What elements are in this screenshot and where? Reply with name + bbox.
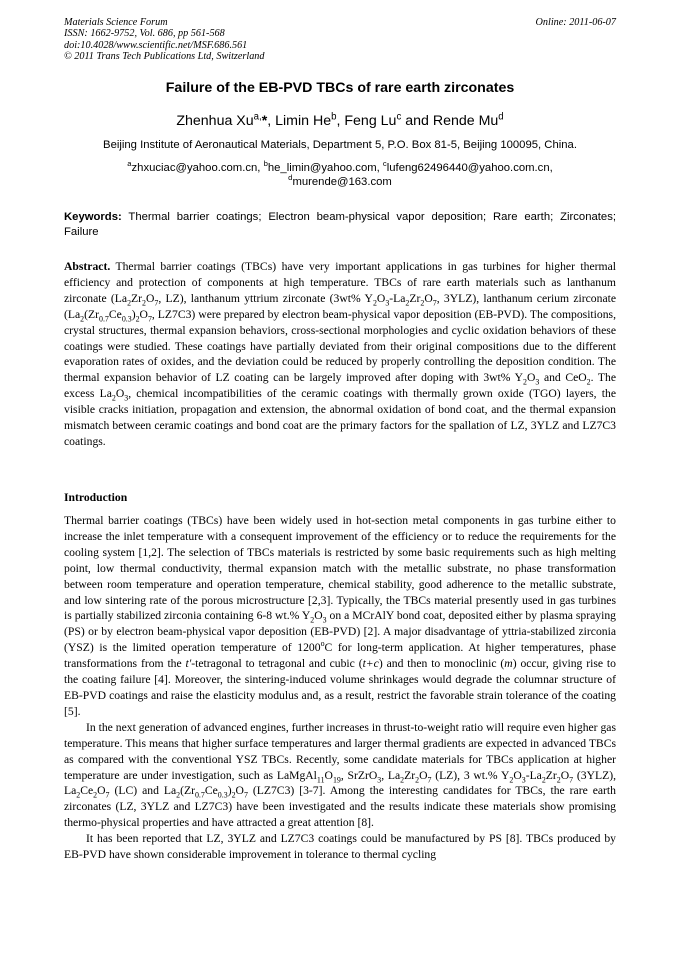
keywords-label: Keywords: [64,211,122,223]
journal-issn: ISSN: 1662-9752, Vol. 686, pp 561-568 [64,28,225,40]
paper-title: Failure of the EB-PVD TBCs of rare earth zirconates [165,80,515,96]
keywords: Keywords: Thermal barrier coatings; Electron beam-physical vapor deposition; Rare earth; Zirconates; Failure [64,211,616,238]
abstract: Abstract. Thermal barrier coatings (TBCs) have very important applications in gas turbines for higher thermal efficiency and protection of components at high temperature. TBCs of rare earth materials such as lanthanum zirconate ($La_2Zr_2O_7$, LZ), lanthanum yttrium zirconate (3wt% $Y_2O_3-La_2Zr_2O_7$, 3YLZ), lanthanum cerium zirconate ($La_2(Zr_{0.7}Ce_{0.3})_2O_7$, LZ7C3) were prepared by electron beam-physical vapor deposition (EB-PVD). The compositions, crystal structures, thermal expansion behaviors, cross-sectional morphologies and cyclic oxidation behaviors of these coatings were studied. These coatings have partially deviated from their original compositions due to the different evaporation rates of oxides, and the deviation could be reduced by properly controlling the deposition condition. The thermal expansion behavior of LZ coating can be largely improved after doping with 3wt% $Y_2O_3$ and CeO$_2$. The excess $La_2O_3$, chemical incompatibilities of the ceramic coatings with thermally grown oxide (TGO) layers, the visible cracks initiation, propagation and extension, the abnormal oxidation of bond coat, and the thermal expansion mismatch between ceramic coatings and bond coat are the primary factors for the spallation of LZ, 3YLZ and LZ7C3 coatings. [64,260,617,448]
paragraph-2: In the next generation of advanced engines, further increases in thrust-to-weight ratio will require even higher gas temperature. This means that higher surface temperatures and larger thermal gradients are expected in advanced TBCs as compared with the conventional YSZ TBCs. Recently, some candidate materials for TBCs application at higher temperature are under investigation, such as $LaMgAl_{11}O_{19}$, SrZrO$_3$, $La_2Zr_2O_7$ (LZ), 3 wt.% $Y_2O_3-La_2Zr_2O_7$ (3YLZ), $La_2Ce_2O_7$ (LC) and $La_2(Zr_{0.7}Ce_{0.3})_2O_7$ (LZ7C3) [3-7]. Among the interesting candidates for TBCs, the rare earth zirconates (LZ, 3YLZ and LZ7C3) have been investigated and the results indicate these materials show promising thermo-physical properties and have attracted a great attention [8]. [64,720,616,830]
journal-copyright: © 2011 Trans Tech Publications Ltd, Switzerland [64,51,265,63]
author-list: Zhenhua $Xu^{a,}*$, Limin He$^b$, Feng Lu$^c$ and Rende Mu$^d$ [176,111,504,129]
paragraph-3: It has been reported that LZ, 3YLZ and LZ7C3 coatings could be manufactured by PS [8]. TBCs produced by EB-PVD have shown considerable improvement in tolerance to thermal cycling [64,832,616,862]
section-heading-introduction: Introduction [64,491,128,504]
affiliation: Beijing Institute of Aeronautical Materials, Department 5, P.O. Box 81-5, Beijing 100095, China. [103,139,577,151]
journal-header [64,17,616,63]
online-date: Online: 2011-06-07 [535,17,616,28]
journal-doi: doi:10.4028/www.scientific.net/MSF.686.561 [64,39,248,51]
abstract-label: Abstract. [64,260,111,273]
introduction-body [64,513,616,863]
paragraph-1: Thermal barrier coatings (TBCs) have been widely used in hot-section metal components in gas turbine either to increase the inlet temperature with a consequent improvement of the efficiency or to reduce the requirements for the cooling system [1,2]. The selection of TBCs materials is restricted by some basic requirements such as high melting point, low thermal conductivity, thermal expansion match with the metallic substrate, no phase transformation between room temperature and operation temperature, chemical stability, good adherence to the metallic substrate, and low sintering rate of the porous microstructure [2,3]. Typically, the TBCs material presently used in gas turbines is partially stabilized zirconia containing 6-8 wt.% $Y_2O_3$ on a MCrAlY bond coat, deposited either by plasma spraying (PS) or by electron beam-physical vapor deposition (EB-PVD) [2]. A major disadvantage of yttria-stabilized zirconia (YSZ) is the limited operation temperature of 1200$^o$C for long-term application. At higher temperatures, phase transformations from the t'-tetragonal to tetragonal and cubic (t+c) and then to monoclinic (m) occur, giving rise to the coating failure [4]. Moreover, the sintering-induced volume shrinkages would degrade the columnar structure of EB-PVD coatings and raise the elasticity modulus and, as a result, restrict the favorable strain tolerance of the coating [5]. [64,514,616,718]
author-emails: $^a$zhxuciac@yahoo.com.cn, $^b$he_limin@yahoo.com, $^c$lufeng62496440@yahoo.com.cn, $^d$murende@163.com [127,159,553,188]
journal-name: Materials Science Forum [64,17,168,28]
